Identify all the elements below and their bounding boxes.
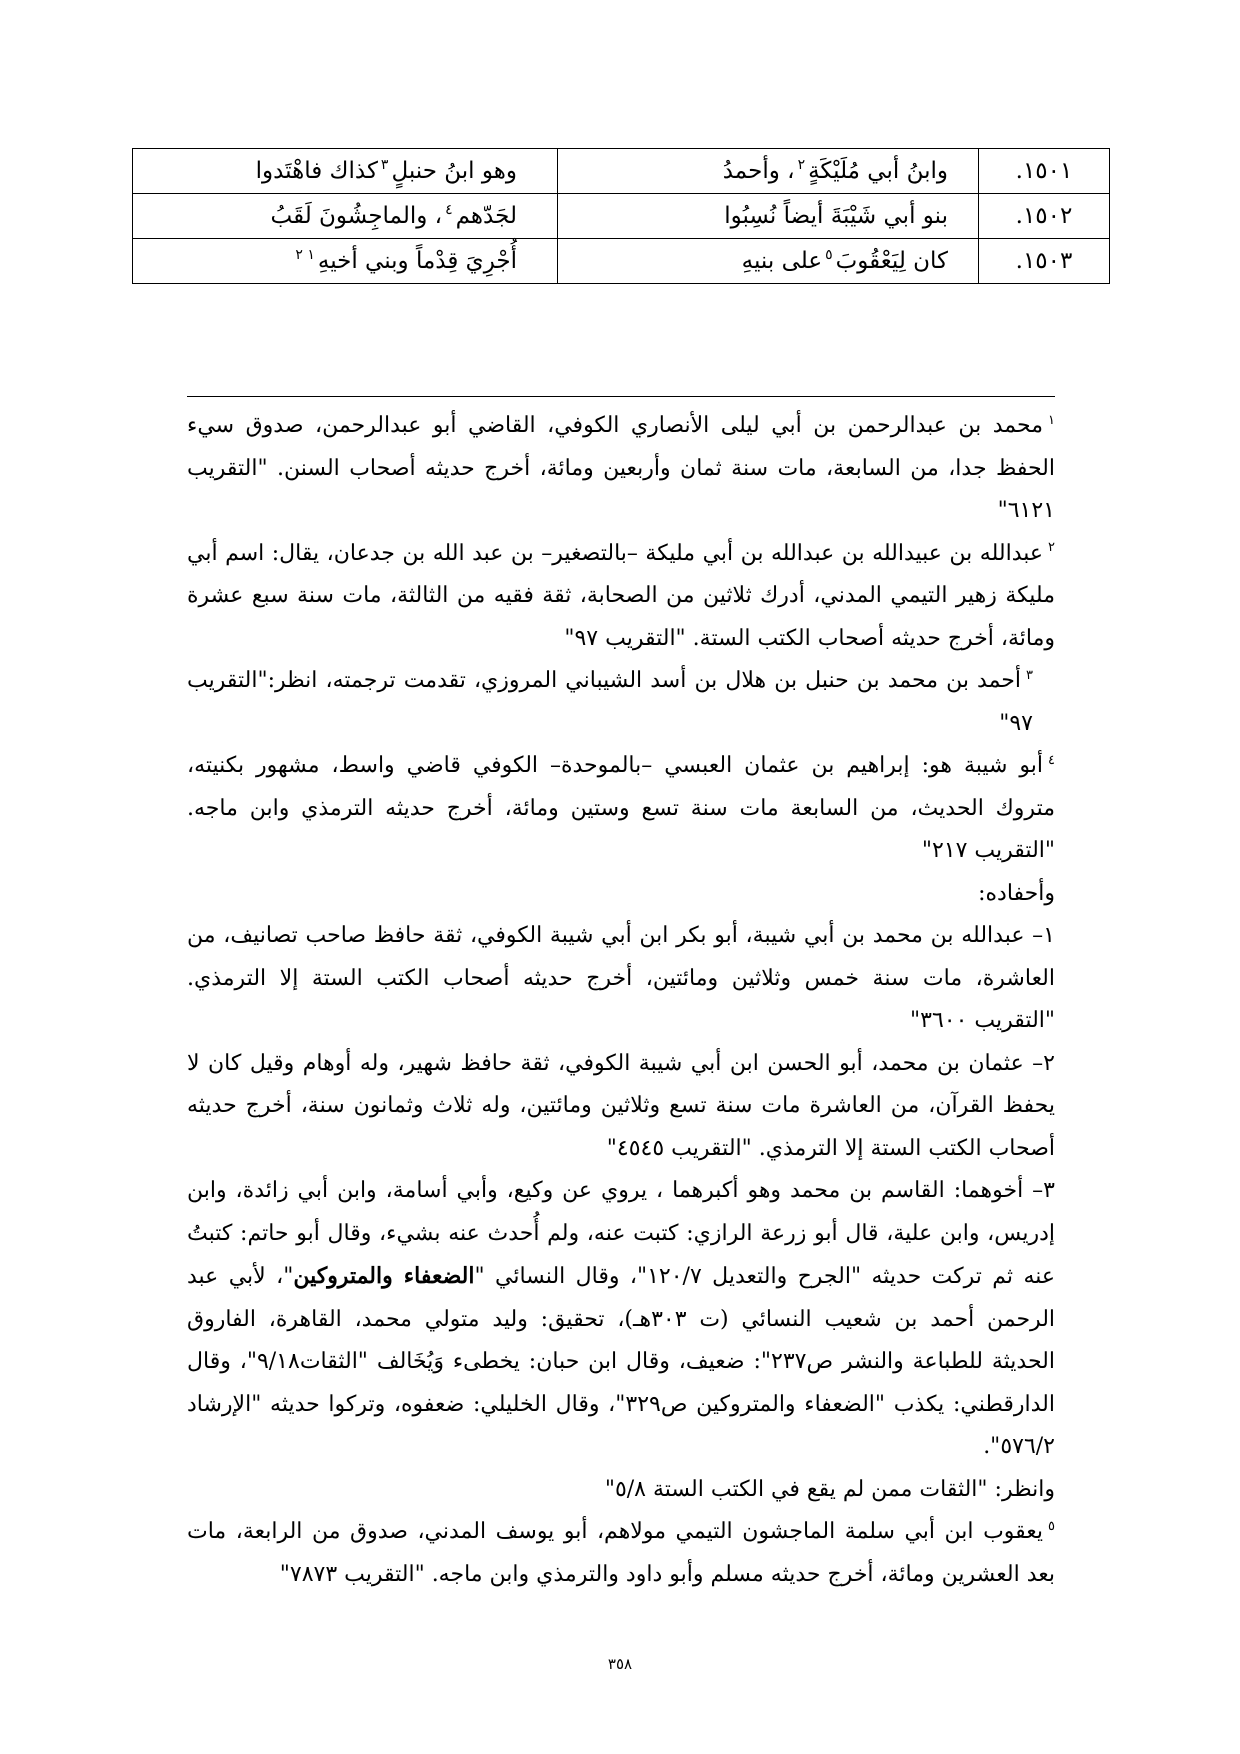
hemistich-tail: على بنيهِ	[741, 248, 823, 274]
hemistich-tail: ، والماجِشُونَ لَقَبُ	[270, 203, 443, 229]
hemistich-text: وهو ابنُ حنبلٍ	[391, 158, 517, 184]
second-hemistich	[133, 239, 558, 284]
footnote-marker: ٥	[1048, 1518, 1055, 1534]
footnote-text: أحمد بن محمد بن حنبل بن هلال بن أسد الشيباني المروزي، تقدمت ترجمته، انظر:"التقريب ٩٧"	[187, 668, 1033, 736]
second-hemistich	[133, 149, 558, 194]
footnotes	[187, 405, 1055, 1596]
footnote-marker: ٢	[1048, 540, 1055, 556]
item-text: "، لأبي عبد الرحمن أحمد بن شعيب النسائي (ت ٣٠٣هـ)، تحقيق: وليد متولي محمد، القاهرة، الفاروق الحديثة للطباعة والنشر ص٢٣٧": ضعيف، وقال ابن حبان: يخطىء وَيُخَالف "الثقات٩/١٨"، وقال الدارقطني: يكذب "الضعفاء والمتروكين ص٣٢٩"، وقال الخليلي: ضعفوه، وتركوا حديثه "الإرشاد ٥٧٦/٢".	[187, 1264, 1056, 1459]
hemistich-text: لجَدّهم	[455, 203, 517, 229]
footnote-marker: ٣	[1026, 667, 1033, 683]
hemistich-tail: كذاك فاهْتَدوا	[255, 158, 378, 184]
footnote-text: أبو شيبة هو: إبراهيم بن عثمان العبسي –بالموحدة– الكوفي قاضي واسط، مشهور بكنيته، متروك الحديث، من السابعة مات سنة تسع وستين ومائة، أخرج حديثه الترمذي وابن ماجه. "التقريب ٢١٧"	[187, 753, 1055, 863]
footnote-4-item-2: ٢– عثمان بن محمد، أبو الحسن ابن أبي شيبة الكوفي، ثقة حافظ شهير، وله أوهام وقيل كان لا يحفظ القرآن، من العاشرة مات سنة تسع وثلاثين ومائتين، وله ثلاث وثمانون سنة، أخرج حديثه أصحاب الكتب الستة إلا الترمذي. "التقريب ٤٥٤٥"	[187, 1050, 1055, 1161]
footnote-ref: ٥	[825, 247, 833, 264]
footnote-marker: ١	[1048, 412, 1055, 428]
first-hemistich	[558, 149, 979, 194]
footnote-text: محمد بن عبدالرحمن بن أبي ليلى الأنصاري الكوفي، القاضي أبو عبدالرحمن، صدوق سيء الحفظ جدا، من السابعة، مات سنة ثمان وأربعين ومائة، أخرج حديثه أصحاب السنن. "التقريب ٦١٢١"	[187, 413, 1055, 523]
first-hemistich	[558, 194, 979, 239]
footnote-4	[187, 745, 1055, 873]
hemistich-text: أُجْرِيَ قِدْماً وبني أخيهِ	[317, 248, 517, 274]
poem-row-1502	[133, 194, 1110, 239]
hemistich-text: بنو أبي شَيْبَةَ أيضاً نُسِبُوا	[724, 203, 948, 229]
footnote-ref: ٣	[380, 157, 389, 174]
verse-number: ١٥٠١.	[979, 149, 1110, 194]
verse-number: ١٥٠٢.	[979, 194, 1110, 239]
footnote-4-subhead: وأحفاده:	[978, 880, 1055, 906]
footnote-ref: ١ ٢	[295, 247, 315, 264]
footnote-text: يعقوب ابن أبي سلمة الماجشون التيمي مولاهم، أبو يوسف المدني، صدوق من الرابعة، مات بعد العشرين ومائة، أخرج حديثه مسلم وأبو داود والترمذي وابن ماجه. "التقريب ٧٨٧٣"	[187, 1519, 1055, 1587]
footnote-text: عبدالله بن عبيدالله بن عبدالله بن أبي مليكة –بالتصغير– بن عبد الله بن جدعان، يقال: اسم أبي مليكة زهير التيمي المدني، أدرك ثلاثين من الصحابة، ثقة فقيه من الثالثة، مات سنة سبع عشرة ومائة، أخرج حديثه أصحاب الكتب الستة. "التقريب ٩٧"	[187, 540, 1055, 651]
hemistich-text: وابنُ أبي مُلَيْكَةٍ	[808, 158, 948, 184]
second-hemistich	[133, 194, 558, 239]
verse-number: ١٥٠٣.	[979, 239, 1110, 284]
footnote-2	[187, 533, 1055, 661]
footnote-1	[187, 405, 1055, 533]
item-text: ٣– أخوهما: القاسم بن محمد وهو أكبرهما ، يروي عن وكيع، وأبي أسامة، وابن أبي زائدة، وابن إدريس، وابن علية، قال أبو زرعة الرازي: كتبت عنه، ولم أُحدث عنه بشيء، وقال أبو حاتم: كتبتُ عنه ثم تركت حديثه "الجرح والتعديل ١٢٠/٧"، وقال النسائي "	[187, 1178, 1056, 1289]
footnote-separator	[187, 396, 1055, 397]
book-title-bold: الضعفاء والمتروكين	[293, 1263, 475, 1289]
hemistich-tail: ، وأحمدُ	[722, 158, 795, 184]
footnote-marker: ٤	[1048, 752, 1055, 768]
page-number: ٣٥٨	[607, 1655, 633, 1673]
footnote-4-item-3	[187, 1170, 1055, 1469]
footnote-ref: ٤	[445, 202, 453, 219]
poem-row-1501	[133, 149, 1110, 194]
footnote-ref: ٢	[797, 157, 806, 174]
footnote-4-item-1: ١– عبدالله بن محمد بن أبي شيبة، أبو بكر ابن أبي شيبة الكوفي، ثقة حافظ صاحب تصانيف، من العاشرة، مات سنة خمس وثلاثين ومائتين، أخرج حديثه أصحاب الكتب الستة إلا الترمذي. "التقريب ٣٦٠٠"	[187, 923, 1055, 1033]
hemistich-text: كان لِيَعْقُوبَ	[835, 248, 948, 274]
poem-row-1503	[133, 239, 1110, 284]
first-hemistich	[558, 239, 979, 284]
footnote-3	[187, 660, 1055, 745]
footnote-4-see-also: وانظر: "الثقات ممن لم يقع في الكتب الستة ٥/٨"	[604, 1476, 1055, 1502]
footnote-5	[187, 1511, 1055, 1596]
poem-table	[132, 148, 1110, 284]
